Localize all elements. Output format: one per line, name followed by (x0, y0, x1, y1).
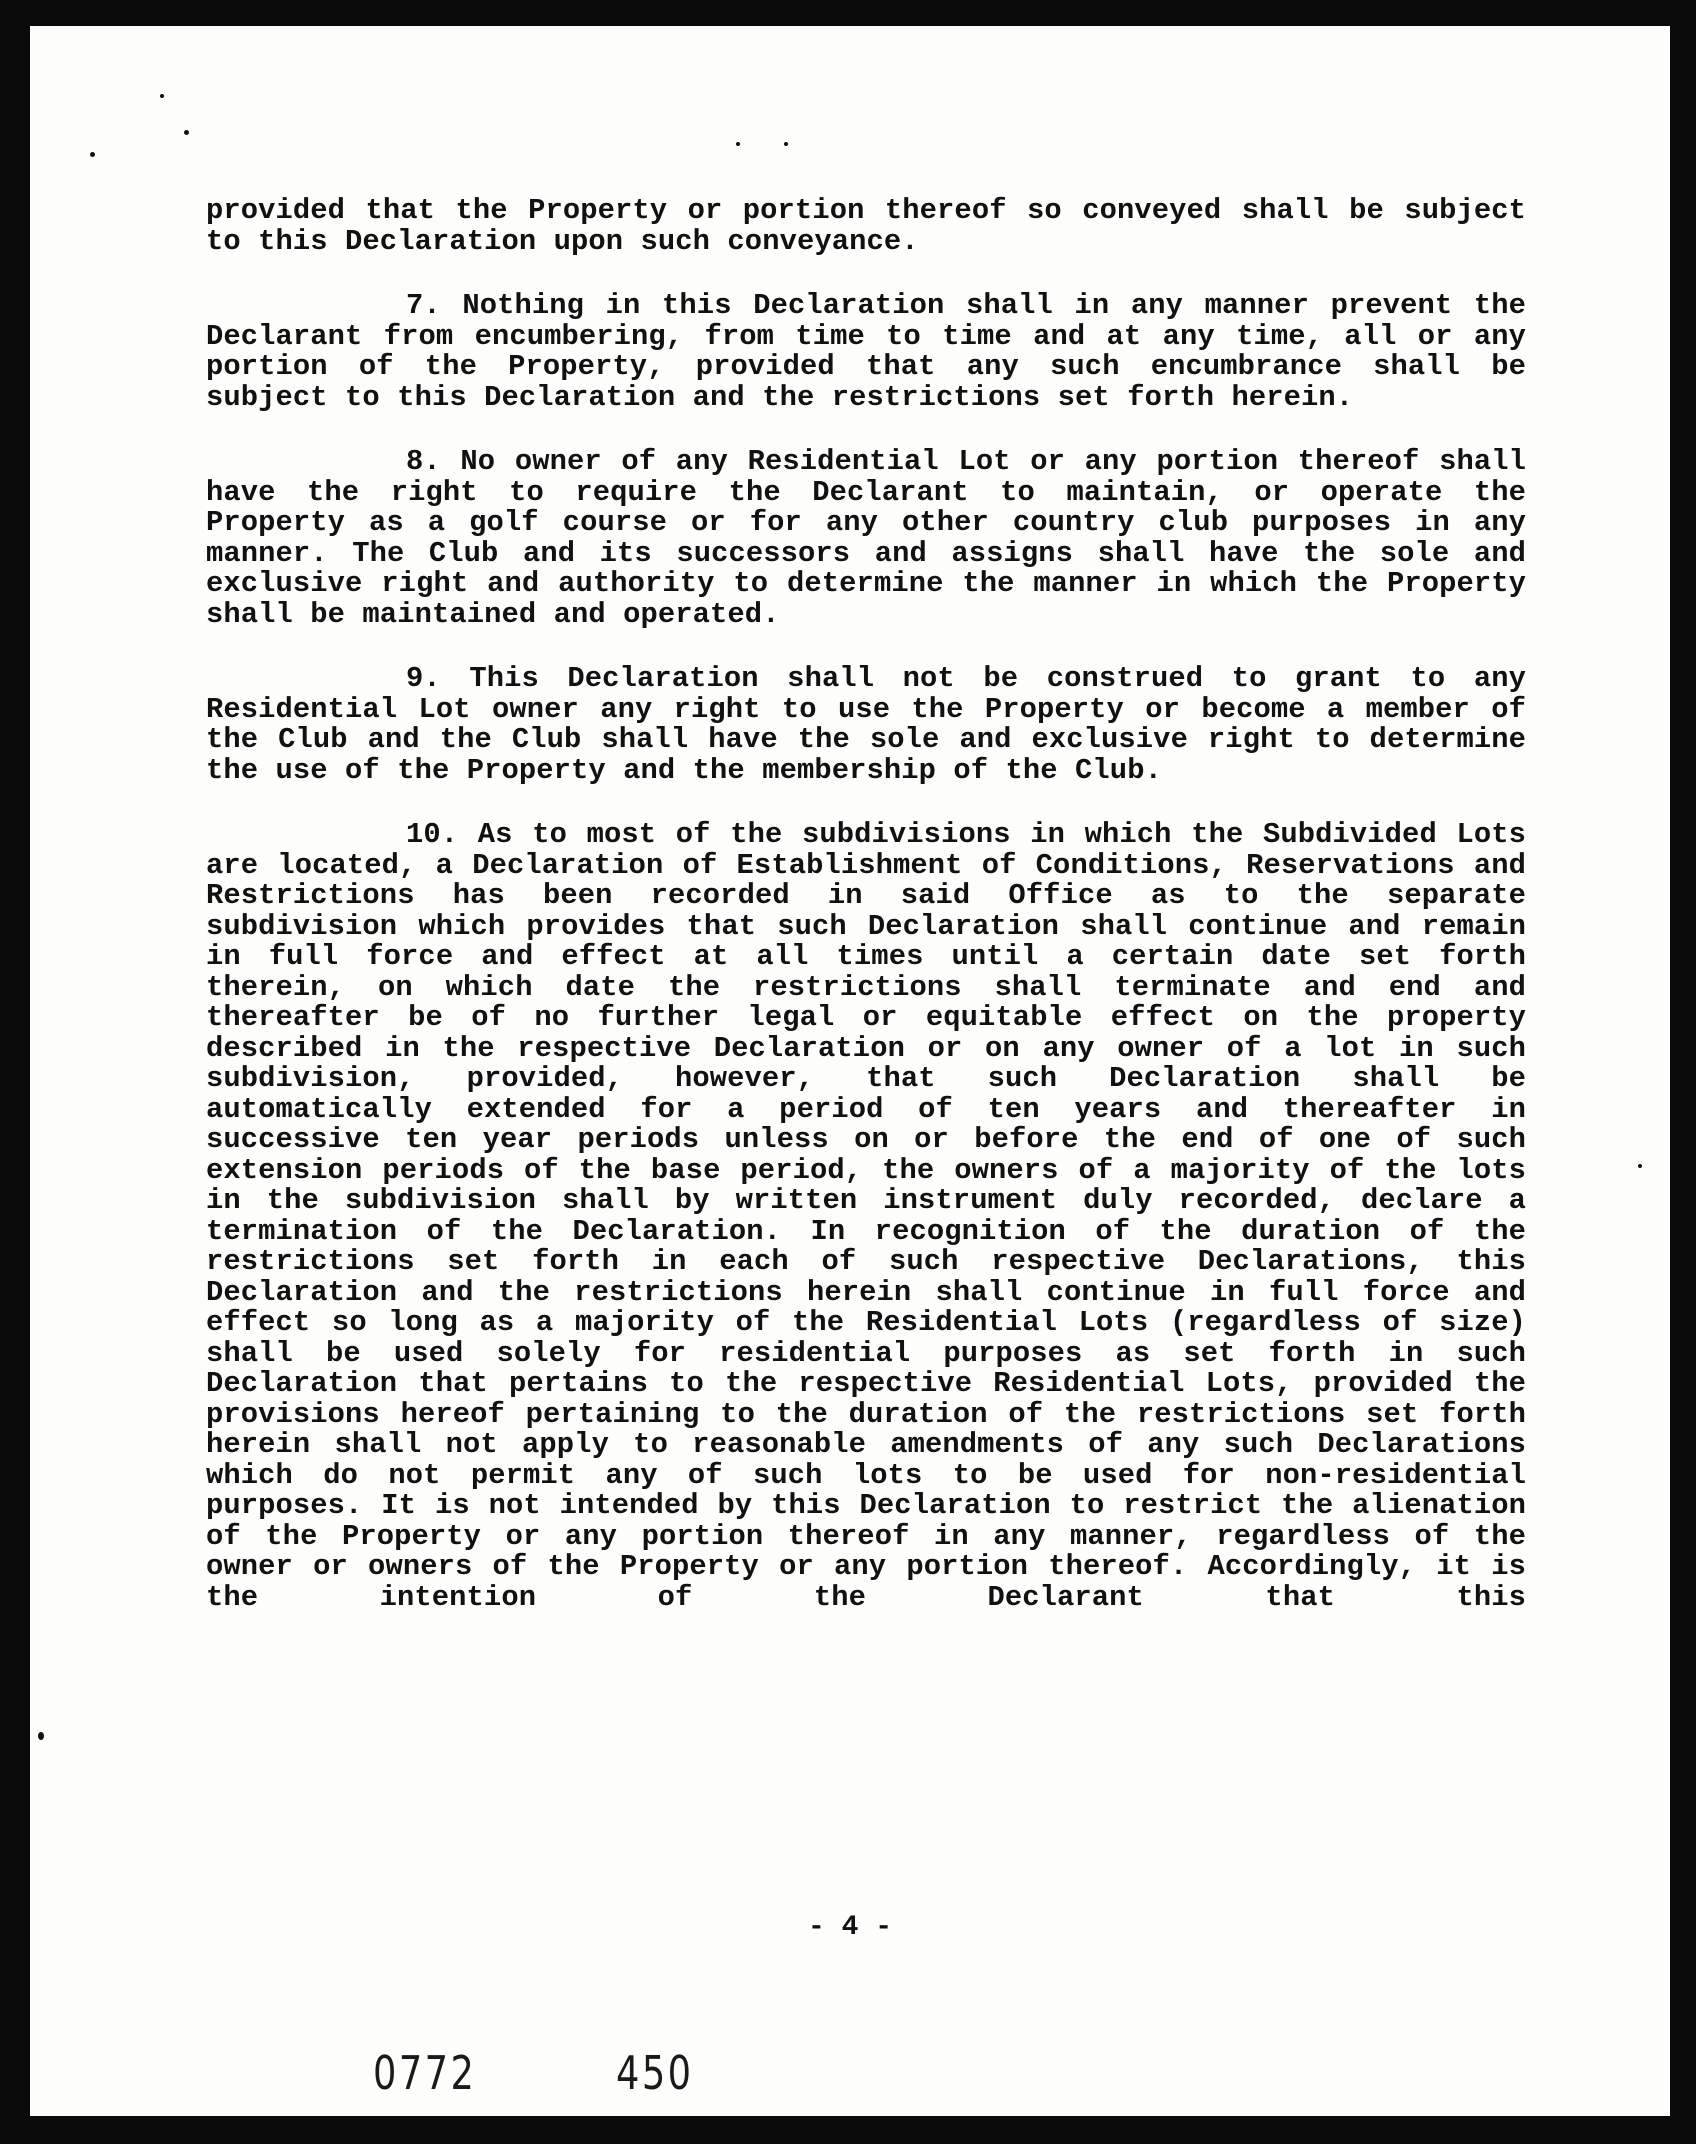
paragraph-continuation: provided that the Property or portion thereof so conveyed shall be subject to this Declaration upon such conveyance. (206, 194, 1526, 258)
declaration-text (206, 196, 1526, 1613)
recording-page-number: 450 (616, 2046, 694, 2100)
scan-speck (736, 142, 740, 146)
paragraph-10: 10. As to most of the subdivisions in which the Subdivided Lots are located, a Declaration of Establishment of Conditions, Reservations and Restrictions has been recorded in said Office as to the separate subdivision which provides that such Declaration shall continue and remain in full force and effect at all times until a certain date set forth therein, on which date the restrictions shall terminate and end and thereafter be of no further legal or equitable effect on the property described in the respective Declaration or on any owner of a lot in such subdivision, provided, however, that such Declaration shall be automatically extended for a period of ten years and thereafter in successive ten year periods unless on or before the end of one of such extension periods of the base period, the owners of a majority of the lots in the subdivision shall by written instrument duly recorded, declare a termination of the Declaration. In recognition of the duration of the restrictions set forth in each of such respective Declarations, this Declaration and the restrictions herein shall continue in full force and effect so long as a majority of the Residential Lots (regardless of size) shall be used solely for residential purposes as set forth in such Declaration that pertains to the respective Residential Lots, provided the provisions hereof pertaining to the duration of the restrictions set forth herein shall not apply to reasonable amendments of any such Declarations which do not permit any of such lots to be used for non-residential purposes. It is not intended by this Declaration to restrict the alienation of the Property or any portion thereof in any manner, regardless of the owner or owners of the Property or any portion thereof. Accordingly, it is the intention of the Declarant that this (206, 818, 1526, 1614)
page-number: - 4 - (807, 1912, 892, 1943)
scan-speck (784, 142, 788, 146)
scan-speck (160, 94, 164, 98)
paragraph-8: 8. No owner of any Residential Lot or any portion thereof shall have the right to require the Declarant to maintain, or operate the Property as a golf course or for any other country club purposes in any manner. The Club and its successors and assigns shall have the sole and exclusive right and authority to determine the manner in which the Property shall be maintained and operated. (206, 445, 1526, 631)
scan-speck (1638, 1164, 1642, 1168)
scan-speck (90, 152, 95, 157)
recording-book-number: 0772 (373, 2046, 477, 2100)
document-page (30, 26, 1670, 2116)
paragraph-9: 9. This Declaration shall not be construed to grant to any Residential Lot owner any right to use the Property or become a member of the Club and the Club shall have the sole and exclusive right to determine the use of the Property and the membership of the Club. (206, 662, 1526, 787)
paragraph-7: 7. Nothing in this Declaration shall in any manner prevent the Declarant from encumbering, from time to time and at any time, all or any portion of the Property, provided that any such encumbrance shall be subject to this Declaration and the restrictions set forth herein. (206, 289, 1526, 414)
scan-speck (38, 1732, 44, 1740)
scan-speck (184, 130, 189, 135)
